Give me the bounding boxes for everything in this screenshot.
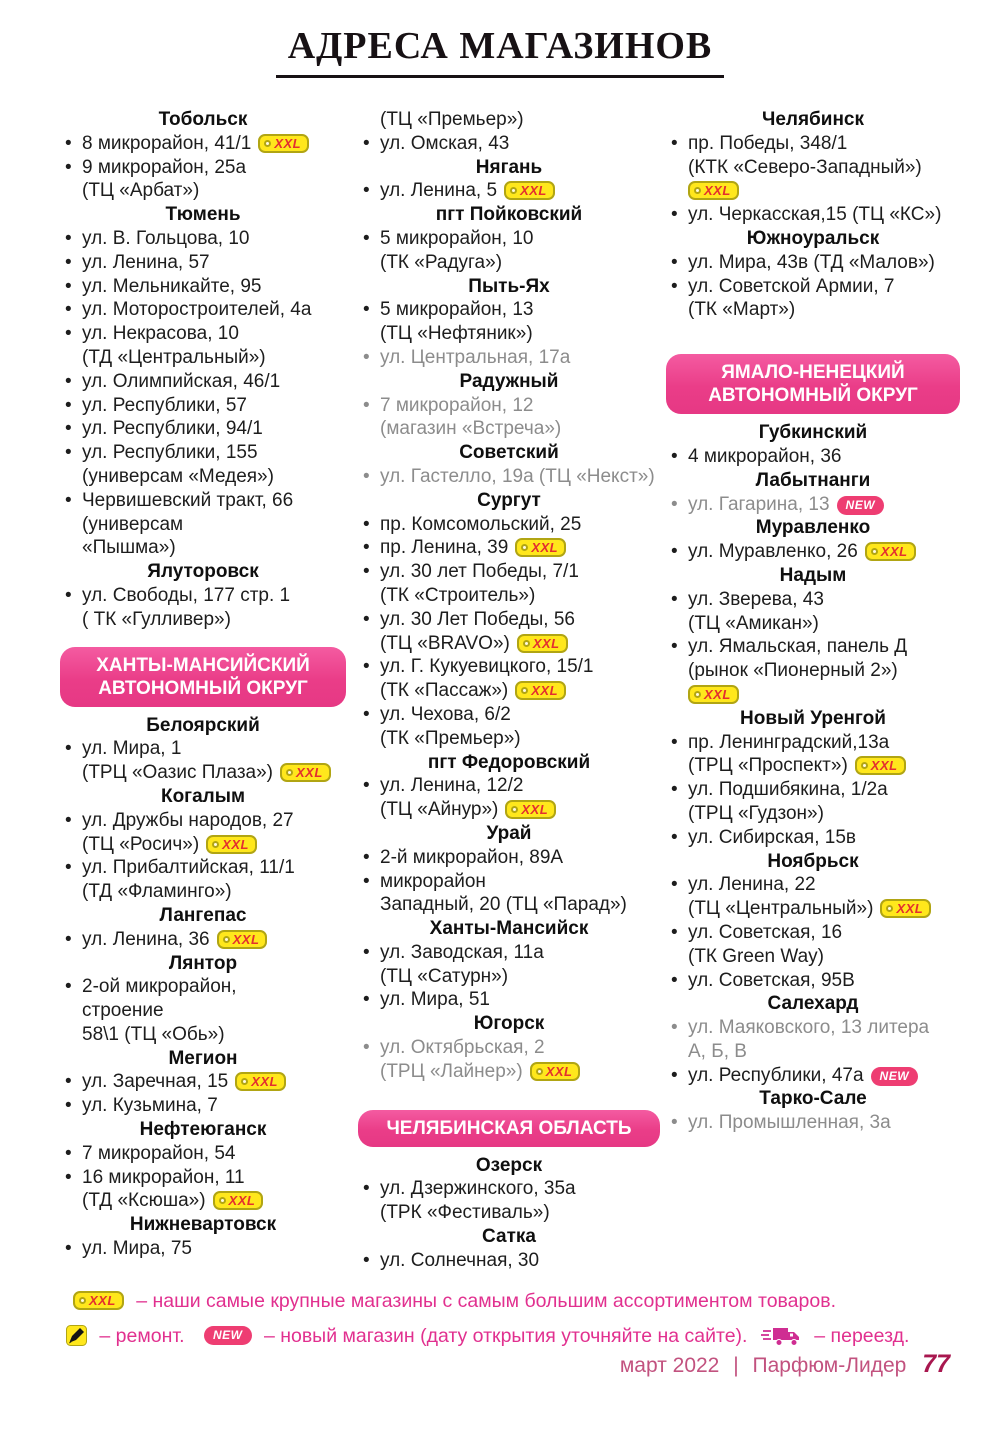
xxl-badge: XXL [865,542,916,561]
city-heading: Радужный [459,370,559,392]
address-line [358,108,660,132]
address-text: 2-ой микрорайон, [82,976,237,998]
address-text: ул. Мира, 43в (ТД «Малов») [688,251,935,273]
region-banner-line: АВТОНОМНЫЙ ОКРУГ [708,385,918,407]
address-text: (ТК «Премьер») [380,727,521,749]
address-line [666,1111,960,1135]
address-line [666,778,960,802]
address-text: 58\1 (ТЦ «Обь») [82,1023,225,1045]
address-text: 7 микрорайон, 12 [380,394,534,416]
legend-xxl-text: – наши самые крупные магазины с самым большим ассортиментом товаров. [136,1289,836,1312]
xxl-badge: XXL [517,634,568,653]
address-line [666,275,960,299]
address-text: ул. Некрасова, 10 [82,323,239,345]
city-heading: Нягань [475,156,543,178]
city-heading: Сатка [482,1226,536,1248]
legend [66,1283,916,1353]
address-text: (ТЦ «Премьер») [380,109,524,130]
address-line [358,941,660,965]
address-line [666,659,960,683]
address-text: ул. Маяковского, 13 литера [688,1017,930,1039]
address-text: (ТЦ «Росич») [82,833,200,855]
page-number: 77 [922,1350,950,1378]
address-text: (ТРЦ «Лайнер») [380,1060,523,1082]
xxl-badge: XXL [515,681,566,700]
address-text: ул. Прибалтийская, 11/1 [82,857,295,879]
address-text: Западный, 20 (ТЦ «Парад») [380,894,627,916]
address-line [60,346,346,370]
address-line [666,1040,960,1064]
repair-brush-icon [66,1325,87,1346]
address-text: (ТК «Радуга») [380,251,503,273]
address-text: ул. Республики, 47а [688,1064,864,1086]
address-text: ул. Ленина, 22 [688,874,816,896]
address-text: (ТД «Центральный») [82,346,266,368]
address-line [60,584,346,608]
city-heading: Когалым [160,785,246,807]
address-line [60,298,346,322]
address-line [358,608,660,632]
region-banner [60,647,346,707]
new-badge: NEW [837,496,885,515]
address-line [358,703,660,727]
address-line [666,754,960,778]
city-heading: Нижневартовск [129,1214,277,1236]
address-line [60,1189,346,1213]
address-line [60,975,346,999]
address-text: 16 микрорайон, 11 [82,1166,245,1188]
address-line [666,921,960,945]
city-heading: Ноябрьск [767,850,859,872]
address-text: пр. Комсомольский, 25 [380,513,582,535]
address-column-2 [358,108,660,1273]
region-banner [666,354,960,414]
address-line [358,965,660,989]
address-text: ул. Омская, 43 [380,132,510,154]
address-line [60,156,346,180]
xxl-badge: XXL [688,181,739,200]
address-line [60,608,346,632]
address-text: ул. Олимпийская, 46/1 [82,370,281,392]
address-line [358,1036,660,1060]
region-banner-line: ЯМАЛО-НЕНЕЦКИЙ [721,362,905,384]
city-heading: Лабытнанги [755,469,871,491]
new-badge: NEW [204,1326,252,1345]
address-text: ул. Центральная, 17а [380,346,571,368]
address-line [358,1201,660,1225]
xxl-badge: XXL [688,685,739,704]
address-line [358,417,660,441]
address-text: ул. Мира, 51 [380,989,490,1011]
address-line [666,251,960,275]
city-heading: Мегион [168,1047,238,1069]
city-heading: Челябинск [761,109,865,130]
address-line [60,1237,346,1261]
address-text: ул. Мира, 75 [82,1238,192,1260]
address-line [358,798,660,822]
address-text: (ТЦ «Центральный») [688,898,874,920]
address-text: ул. Подшибякина, 1/2а [688,779,888,801]
address-line [358,988,660,1012]
city-heading: пгт Пойковский [435,204,583,226]
address-line [358,632,660,656]
address-text: (универсам [82,513,184,535]
address-line [358,1060,660,1084]
address-text: ул. Ленина, 12/2 [380,775,524,797]
address-text: ул. Дзержинского, 35а [380,1178,576,1200]
city-heading: Советский [459,442,559,464]
address-text: ул. Свободы, 177 стр. 1 [82,584,291,606]
address-line [358,774,660,798]
address-text: (ТЦ «Сатурн») [380,965,509,987]
address-line [358,1177,660,1201]
address-line [358,846,660,870]
xxl-badge: XXL [880,899,931,918]
address-text: (ТК «Строитель») [380,584,536,606]
city-heading: Тобольск [158,109,248,130]
address-line [60,227,346,251]
address-text: ул. Промышленная, 3а [688,1112,891,1134]
address-line [666,1064,960,1088]
address-text: ул. Кузьмина, 7 [82,1095,218,1117]
address-line [358,655,660,679]
address-text: ул. Ленина, 57 [82,251,210,273]
xxl-badge: XXL [235,1072,286,1091]
xxl-badge: XXL [206,835,257,854]
address-text: 8 микрорайон, 41/1 [82,132,252,154]
city-heading: Урай [486,822,532,844]
address-text: (магазин «Встреча») [380,418,562,440]
address-line [60,999,346,1023]
address-line [666,635,960,659]
address-text: ул. Г. Кукуевицкого, 15/1 [380,656,594,678]
address-line [666,179,960,203]
address-text: (ТЦ «Нефтяник») [380,323,533,345]
address-line [60,179,346,203]
address-line [666,969,960,993]
address-text: ул. Чехова, 6/2 [380,703,511,725]
address-line [60,275,346,299]
address-text: ул. Советской Армии, 7 [688,275,895,297]
address-text: (ТРЦ «Оазис Плаза») [82,762,274,784]
address-text: ул. 30 Лет Победы, 56 [380,608,576,630]
address-line [358,227,660,251]
address-line [358,179,660,203]
address-text: микрорайон [380,870,486,892]
address-text: (ТД «Фламинго») [82,881,232,903]
region-banner-line: ХАНТЫ-МАНСИЙСКИЙ [96,654,310,676]
address-line [358,536,660,560]
address-text: (ТРК «Фестиваль») [380,1202,550,1224]
address-text: ул. Сибирская, 15в [688,826,856,848]
address-text: (ТК «Март») [688,299,796,321]
city-heading: Сургут [477,489,541,511]
address-line [60,928,346,952]
address-text: (КТК «Северо-Западный») [688,156,922,178]
address-line [666,826,960,850]
address-line [666,612,960,636]
footer-brand: Парфюм-Лидер [752,1354,907,1377]
city-heading: Белоярский [146,714,260,736]
footer-separator: | [733,1354,739,1377]
page-title-text: АДРЕСА МАГАЗИНОВ [276,24,725,78]
address-line [358,322,660,346]
footer-issue: март 2022 [619,1354,720,1377]
city-heading: пгт Федоровский [427,751,591,773]
address-line [358,560,660,584]
address-text: ул. Заводская, 11а [380,941,544,963]
xxl-badge: XXL [258,134,309,153]
address-text: ул. В. Гольцова, 10 [82,227,250,249]
address-line [60,251,346,275]
city-heading: Надым [779,564,847,586]
address-text: ул. Гагарина, 13 [688,493,830,515]
address-text: 2-й микрорайон, 89А [380,846,564,868]
address-text: ул. Зверева, 43 [688,588,824,610]
address-line [60,1023,346,1047]
address-line [60,370,346,394]
city-heading: Губкинский [758,422,868,444]
address-text: (ТЦ «Арбат») [82,180,200,202]
new-badge: NEW [871,1067,919,1086]
address-line [60,761,346,785]
xxl-badge: XXL [504,181,555,200]
address-line [666,203,960,227]
city-heading: Южноуральск [746,227,880,249]
address-text: (ТК «Пассаж») [380,680,509,702]
xxl-badge: XXL [505,800,556,819]
address-line [60,809,346,833]
address-line [666,683,960,707]
city-heading: Ханты-Мансийск [429,918,589,940]
xxl-badge: XXL [855,756,906,775]
address-line [666,588,960,612]
address-text: (универсам «Медея») [82,465,274,487]
city-heading: Салехард [767,993,859,1015]
city-heading: Югорск [473,1013,545,1035]
city-heading: Озерск [475,1154,543,1176]
address-line [358,298,660,322]
address-text: пр. Победы, 348/1 [688,132,848,154]
address-line [358,679,660,703]
region-banner [358,1110,660,1147]
address-text: ул. Моторостроителей, 4а [82,299,312,321]
address-text: ул. Ленина, 36 [82,928,210,950]
address-line [60,880,346,904]
city-heading: Лянтор [168,952,238,974]
address-text: 4 микрорайон, 36 [688,445,842,467]
legend-new-text: – новый магазин (дату открытия уточняйте на сайте). [263,1324,748,1347]
legend-move-text: – переезд. [814,1324,910,1347]
address-text: 5 микрорайон, 13 [380,299,534,321]
address-text: ул. Октябрьская, 2 [380,1037,545,1059]
address-text: 9 микрорайон, 25а [82,156,247,178]
address-text: (ТД «Ксюша») [82,1190,206,1212]
city-heading: Тюмень [165,204,241,226]
xxl-badge: XXL [213,1191,264,1210]
address-line [358,1249,660,1273]
address-line [358,346,660,370]
address-line [60,513,346,537]
city-heading: Тарко-Сале [759,1088,867,1110]
address-line [358,513,660,537]
address-text: (рынок «Пионерный 2») [688,660,898,682]
address-column-3 [666,108,960,1135]
address-line [60,536,346,560]
address-line [666,873,960,897]
address-line [666,445,960,469]
city-heading: Пыть-Ях [468,275,550,297]
address-line [60,441,346,465]
xxl-badge: XXL [217,930,268,949]
address-line [358,727,660,751]
address-line [358,584,660,608]
address-line [666,493,960,517]
address-text: 7 микрорайон, 54 [82,1142,236,1164]
address-line [60,737,346,761]
city-heading: Лангепас [159,904,247,926]
address-line [666,897,960,921]
address-text: (ТЦ «Амикан») [688,612,819,634]
address-text: ул. Солнечная, 30 [380,1249,540,1271]
address-text: 5 микрорайон, 10 [380,227,534,249]
address-text: ул. Ямальская, панель Д [688,636,908,658]
address-text: ул. Республики, 94/1 [82,418,263,440]
xxl-badge: XXL [530,1062,581,1081]
address-line [60,394,346,418]
address-text: ул. Заречная, 15 [82,1071,229,1093]
city-heading: Нефтеюганск [139,1119,267,1141]
address-line [60,833,346,857]
address-line [666,731,960,755]
legend-repair-text: – ремонт. [99,1324,185,1347]
address-text: ул. 30 лет Победы, 7/1 [380,561,579,583]
address-line [666,1016,960,1040]
legend-line-xxl [66,1283,916,1318]
address-line [666,156,960,180]
address-line [666,945,960,969]
address-line [666,298,960,322]
address-line [358,251,660,275]
page-title [0,24,1000,78]
address-text: ул. Ленина, 5 [380,180,498,202]
city-heading: Муравленко [755,517,871,539]
address-line [60,1166,346,1190]
address-text: ул. Советская, 16 [688,921,843,943]
address-column-1 [60,108,346,1261]
moving-truck-icon [760,1324,802,1348]
address-text: ул. Советская, 95В [688,969,855,991]
address-line [60,856,346,880]
address-line [60,132,346,156]
address-text: пр. Ленина, 39 [380,537,509,559]
address-line [60,465,346,489]
address-text: ул. Республики, 155 [82,442,258,464]
address-text: А, Б, В [688,1040,747,1062]
address-text: (ТК Green Way) [688,945,824,967]
address-text: «Пышма») [82,537,176,559]
address-line [666,802,960,826]
address-text: (ТРЦ «Гудзон») [688,802,824,824]
address-line [358,132,660,156]
address-line [358,893,660,917]
page-footer [620,1350,950,1379]
xxl-badge: XXL [73,1291,124,1310]
address-text: ( ТК «Гулливер») [82,608,231,630]
address-text: ул. Мира, 1 [82,738,182,760]
address-line [358,394,660,418]
address-text: (ТЦ «BRAVO») [380,632,510,654]
address-text: (ТЦ «Айнур») [380,799,499,821]
address-line [666,540,960,564]
xxl-badge: XXL [515,538,566,557]
address-text: пр. Ленинградский,13а [688,731,890,753]
city-heading: Ялуторовск [147,561,259,583]
xxl-badge: XXL [280,763,331,782]
region-banner-line: ЧЕЛЯБИНСКАЯ ОБЛАСТЬ [386,1117,632,1139]
address-line [60,1142,346,1166]
address-text: Червишевский тракт, 66 [82,489,294,511]
address-text: ул. Дружбы народов, 27 [82,809,294,831]
address-line [60,1070,346,1094]
address-line [60,1094,346,1118]
address-text: ул. Муравленко, 26 [688,541,858,563]
address-line [60,489,346,513]
address-line [60,417,346,441]
address-line [666,132,960,156]
address-line [358,465,660,489]
address-line [60,322,346,346]
address-text: ул. Гастелло, 19а (ТЦ «Некст») [380,465,655,487]
legend-line-icons [66,1318,916,1353]
city-heading: Новый Уренгой [740,707,886,729]
region-banner-line: АВТОНОМНЫЙ ОКРУГ [98,677,308,699]
address-text: строение [82,1000,164,1022]
address-line [358,870,660,894]
address-text: ул. Республики, 57 [82,394,247,416]
address-text: ул. Черкасская,15 (ТЦ «КС») [688,204,942,226]
address-text: ул. Мельникайте, 95 [82,275,262,297]
address-text: (ТРЦ «Проспект») [688,755,848,777]
